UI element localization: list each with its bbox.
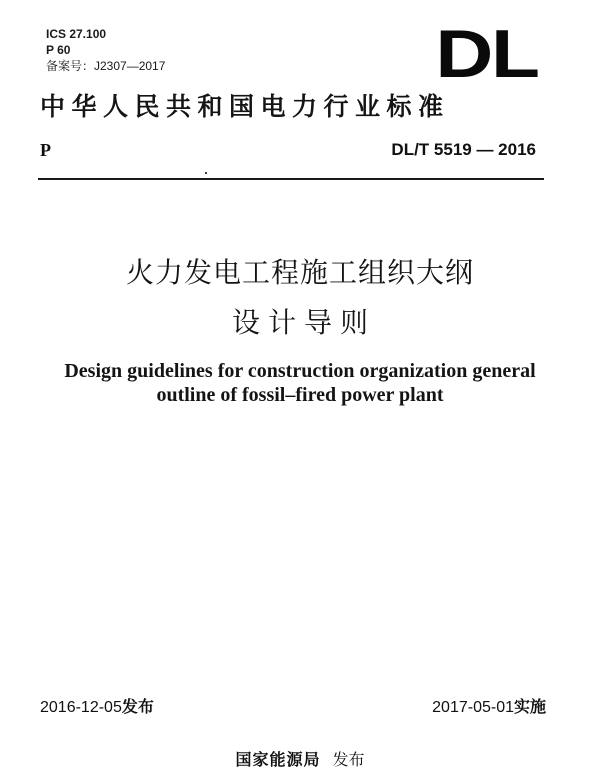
header-divider [38, 178, 544, 180]
dl-logo: DL [435, 16, 538, 92]
ccs-code: P 60 [46, 43, 71, 57]
english-title-line-1: Design guidelines for construction organization general [64, 360, 536, 382]
implementation-date-label: 实施 [513, 699, 546, 716]
issue-date-value: 2016-12-05 [40, 699, 122, 716]
issue-date-label: 发布 [121, 699, 154, 716]
english-title-line-2: outline of fossil–fired power plant [156, 384, 444, 406]
publisher [0, 750, 600, 770]
implementation-date [432, 698, 546, 718]
issue-date [40, 698, 154, 718]
classification-code: P [40, 140, 51, 160]
filing-number: 备案号：J2307—2017 [46, 59, 166, 73]
standard-category: 中华人民共和国电力行业标准 [40, 92, 450, 121]
standard-number: DL/T 5519 — 2016 [391, 140, 536, 159]
implementation-date-value: 2017-05-01 [432, 699, 514, 716]
cover-metadata [46, 26, 165, 74]
ics-code: ICS 27.100 [46, 27, 107, 41]
scan-speck [205, 172, 207, 174]
publisher-name: 国家能源局 [235, 750, 321, 769]
publish-label: 发布 [332, 750, 365, 769]
chinese-title-line-1: 火力发电工程施工组织大纲 [125, 256, 474, 289]
chinese-title-line-2: 设计导则 [231, 306, 376, 339]
